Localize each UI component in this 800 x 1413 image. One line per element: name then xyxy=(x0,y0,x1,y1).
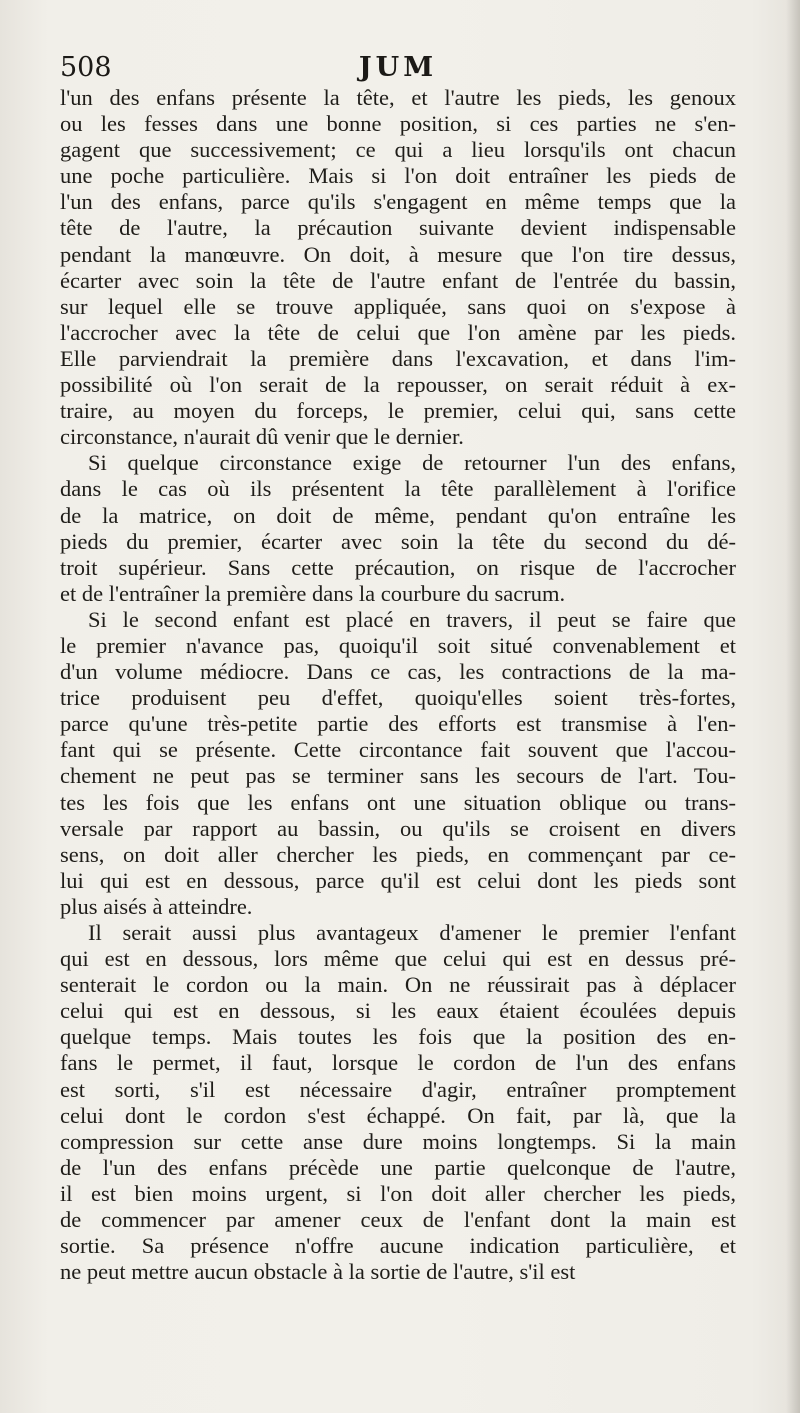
text-line: versale par rapport au bassin, ou qu'ils se croisent en divers xyxy=(60,815,736,841)
text-line: sens, on doit aller chercher les pieds, en commençant par ce- xyxy=(60,841,736,867)
text-line: sortie. Sa présence n'offre aucune indication particulière, et xyxy=(60,1233,736,1259)
text-line: le premier n'avance pas, quoiqu'il soit situé convenablement et xyxy=(60,632,736,658)
text-line: de la matrice, on doit de même, pendant qu'on entraîne les xyxy=(60,502,736,528)
text-line: gagent que successivement; ce qui a lieu lorsqu'ils ont chacun xyxy=(60,137,736,163)
text-line: traire, au moyen du forceps, le premier, celui qui, sans cette xyxy=(60,398,736,424)
paragraph xyxy=(60,607,736,920)
text-line: senterait le cordon ou la main. On ne réussirait pas à déplacer xyxy=(60,972,736,998)
text-line: troit supérieur. Sans cette précaution, on risque de l'accrocher xyxy=(60,554,736,580)
text-line: compression sur cette anse dure moins longtemps. Si la main xyxy=(60,1128,736,1154)
text-line: quelque temps. Mais toutes les fois que la position des en- xyxy=(60,1024,736,1050)
text-line: celui dont le cordon s'est échappé. On fait, par là, que la xyxy=(60,1102,736,1128)
text-line: écarter avec soin la tête de l'autre enfant de l'entrée du bassin, xyxy=(60,267,736,293)
text-line: lui qui est en dessous, parce qu'il est celui dont les pieds sont xyxy=(60,867,736,893)
text-line: fant qui se présente. Cette circontance fait souvent que l'accou- xyxy=(60,737,736,763)
text-line: plus aisés à atteindre. xyxy=(60,893,253,919)
text-line: l'accrocher avec la tête de celui que l'on amène par les pieds. xyxy=(60,319,736,345)
text-line: chement ne peut pas se terminer sans les secours de l'art. Tou- xyxy=(60,763,736,789)
text-line: parce qu'une très-petite partie des efforts est transmise à l'en- xyxy=(60,711,736,737)
text-line: possibilité où l'on serait de la repousser, on serait réduit à ex- xyxy=(60,372,736,398)
text-line: de commencer par amener ceux de l'enfant dont la main est xyxy=(60,1207,736,1233)
text-line: trice produisent peu d'effet, quoiqu'elles soient très-fortes, xyxy=(60,685,736,711)
text-line: fans le permet, il faut, lorsque le cordon de l'un des enfans xyxy=(60,1050,736,1076)
text-line: dans le cas où ils présentent la tête parallèlement à l'orifice xyxy=(60,476,736,502)
text-line: de l'un des enfans précède une partie quelconque de l'autre, xyxy=(60,1154,736,1180)
paragraph xyxy=(60,85,736,450)
text-line: sur lequel elle se trouve appliquée, sans quoi on s'expose à xyxy=(60,293,736,319)
text-line: pendant la manœuvre. On doit, à mesure que l'on tire dessus, xyxy=(60,241,736,267)
text-line: l'un des enfans présente la tête, et l'autre les pieds, les genoux xyxy=(60,85,736,110)
text-line: ou les fesses dans une bonne position, si ces parties ne s'en- xyxy=(60,111,736,137)
text-line: Si le second enfant est placé en travers, il peut se faire que xyxy=(88,606,736,632)
text-line: une poche particulière. Mais si l'on doit entraîner les pieds de xyxy=(60,163,736,189)
gutter-shadow xyxy=(786,0,800,1413)
running-head: JUM xyxy=(358,52,438,83)
page-header xyxy=(60,50,736,86)
text-line: circonstance, n'aurait dû venir que le dernier. xyxy=(60,424,464,450)
page-number: 508 xyxy=(60,52,112,83)
text-line: pieds du premier, écarter avec soin la tête du second du dé- xyxy=(60,528,736,554)
text-line: Elle parviendrait la première dans l'excavation, et dans l'im- xyxy=(60,345,736,371)
paragraph xyxy=(60,450,736,607)
paragraph xyxy=(60,920,736,1285)
text-line: tes les fois que les enfans ont une situation oblique ou trans- xyxy=(60,789,736,815)
text-line: il est bien moins urgent, si l'on doit aller chercher les pieds, xyxy=(60,1180,736,1206)
text-line: Il serait aussi plus avantageux d'amener le premier l'enfant xyxy=(88,920,736,945)
text-line: Si quelque circonstance exige de retourner l'un des enfans, xyxy=(88,450,736,476)
text-line: tête de l'autre, la précaution suivante devient indispensable xyxy=(60,215,736,241)
text-line: qui est en dessous, lors même que celui qui est en dessus pré- xyxy=(60,946,736,972)
text-line: l'un des enfans, parce qu'ils s'engagent en même temps que la xyxy=(60,189,736,215)
text-line: celui qui est en dessous, si les eaux étaient écoulées depuis xyxy=(60,998,736,1024)
body-text xyxy=(60,85,736,1285)
text-line: ne peut mettre aucun obstacle à la sortie de l'autre, s'il est xyxy=(60,1259,576,1285)
text-line: et de l'entraîner la première dans la courbure du sacrum. xyxy=(60,580,566,606)
text-line: d'un volume médiocre. Dans ce cas, les contractions de la ma- xyxy=(60,659,736,685)
text-line: est sorti, s'il est nécessaire d'agir, entraîner promptement xyxy=(60,1076,736,1102)
